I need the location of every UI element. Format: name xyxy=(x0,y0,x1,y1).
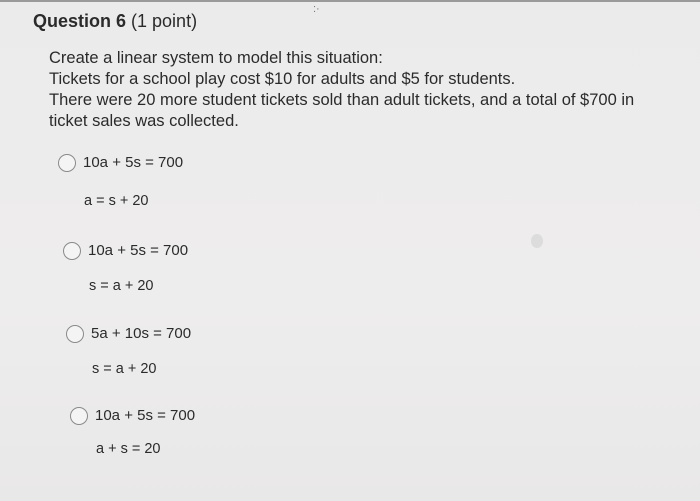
question-number: Question 6 xyxy=(33,11,127,31)
radio-button-d[interactable] xyxy=(70,407,88,425)
option-d-equation-2: a + s = 20 xyxy=(96,441,161,457)
option-a-equation-2: a = s + 20 xyxy=(84,193,149,209)
option-d-equation-1: 10a + 5s = 700 xyxy=(95,407,196,424)
radio-button-b[interactable] xyxy=(63,242,81,260)
option-c-equation-1: 5a + 10s = 700 xyxy=(91,325,192,342)
stem-line: Create a linear system to model this situation: xyxy=(49,49,383,67)
question-header xyxy=(33,11,197,32)
option-b-equation-2: s = a + 20 xyxy=(89,278,154,294)
question-stem xyxy=(49,48,669,132)
corner-mark: :· xyxy=(313,3,320,15)
radio-button-a[interactable] xyxy=(58,154,76,172)
top-divider xyxy=(0,0,700,2)
question-points: (1 point) xyxy=(131,11,198,31)
option-b-equation-1: 10a + 5s = 700 xyxy=(88,242,189,259)
option-c-equation-2: s = a + 20 xyxy=(92,361,157,377)
stem-line: ticket sales was collected. xyxy=(49,112,239,130)
option-a-equation-1: 10a + 5s = 700 xyxy=(83,154,184,171)
radio-button-c[interactable] xyxy=(66,325,84,343)
stem-line: Tickets for a school play cost $10 for adults and $5 for students. xyxy=(49,70,516,88)
screen-smudge xyxy=(531,234,543,248)
stem-line: There were 20 more student tickets sold than adult tickets, and a total of $700 in xyxy=(49,91,635,109)
